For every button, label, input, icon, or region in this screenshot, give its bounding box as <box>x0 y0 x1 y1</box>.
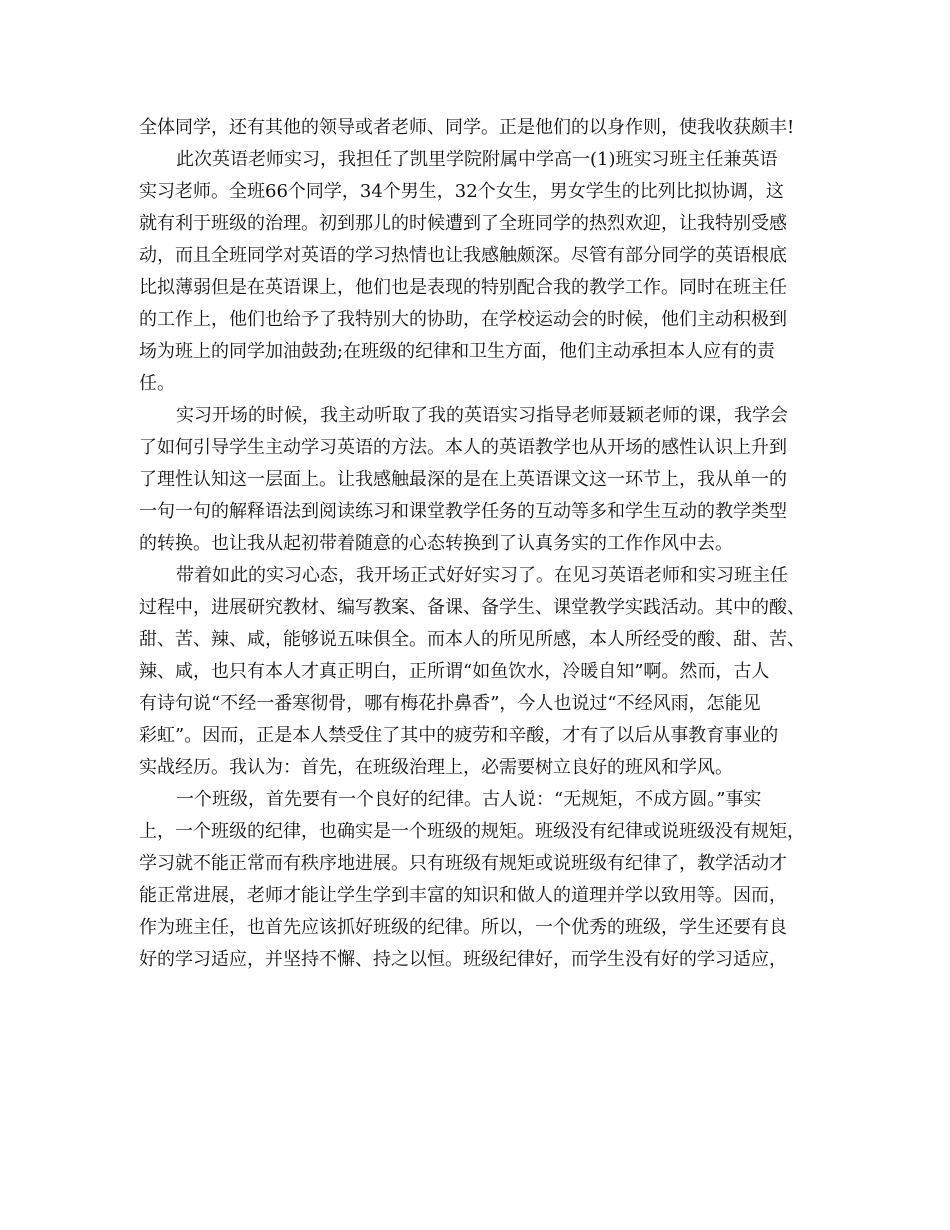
text-line: 甜、苦、辣、咸，能够说五味俱全。而本人的所见所感，本人所经受的酸、甜、苦、 <box>139 629 805 650</box>
text-line: 动，而且全班同学对英语的学习热情也让我感触颇深。尽管有部分同学的英语根底 <box>139 245 787 266</box>
text-line: 一个班级，首先要有一个良好的纪律。古人说：“无规矩，不成方圆。”事实 <box>176 789 762 810</box>
text-line: 能正常进展，老师才能让学生学到丰富的知识和做人的道理并学以致用等。因而， <box>139 885 787 906</box>
text-line: 上，一个班级的纪律，也确实是一个班级的规矩。班级没有纪律或说班级没有规矩， <box>139 821 805 842</box>
text-line: 带着如此的实习心态，我开场正式好好实习了。在见习英语老师和实习班主任 <box>176 565 788 586</box>
text-line: 了如何引导学生主动学习英语的方法。本人的英语教学也从开场的感性认识上升到 <box>139 437 787 458</box>
text-line: 辣、咸，也只有本人才真正明白，正所谓“如鱼饮水，冷暖自知”啊。然而，古人 <box>139 661 770 682</box>
text-line: 实习开场的时候，我主动听取了我的英语实习指导老师聂颖老师的课，我学会 <box>176 405 788 426</box>
text-line: 作为班主任，也首先应该抓好班级的纪律。所以，一个优秀的班级，学生还要有良 <box>139 917 787 938</box>
text-line: 了理性认知这一层面上。让我感触最深的是在上英语课文这一环节上，我从单一的 <box>139 469 787 490</box>
text-line: 比拟薄弱但是在英语课上，他们也是表现的特别配合我的教学工作。同时在班主任 <box>139 277 787 298</box>
text-line: 的转换。也让我从起初带着随意的心态转换到了认真务实的工作作风中去。 <box>139 533 733 554</box>
text-line: 全体同学，还有其他的领导或者老师、同学。正是他们的以身作则，使我收获颇丰! <box>139 117 795 138</box>
text-line: 一句一句的解释语法到阅读练习和课堂教学任务的互动等多和学生互动的教学类型 <box>139 501 787 522</box>
text-line: 场为班上的同学加油鼓劲;在班级的纪律和卫生方面，他们主动承担本人应有的责 <box>139 341 776 362</box>
text-line: 过程中，进展研究教材、编写教案、备课、备学生、课堂教学实践活动。其中的酸、 <box>139 597 805 618</box>
text-line: 的工作上，他们也给予了我特别大的协助，在学校运动会的时候，他们主动积极到 <box>139 309 787 330</box>
text-line: 彩虹”。因而，正是本人禁受住了其中的疲劳和辛酸，才有了以后从事教育事业的 <box>139 725 779 746</box>
text-line: 就有利于班级的治理。初到那儿的时候遭到了全班同学的热烈欢迎，让我特别受感 <box>139 213 787 234</box>
text-line: 好的学习适应，并坚持不懈、持之以恒。班级纪律好，而学生没有好的学习适应， <box>139 949 787 970</box>
text-line: 此次英语老师实习，我担任了凯里学院附属中学高一(1)班实习班主任兼英语 <box>176 149 778 170</box>
text-line: 有诗句说“不经一番寒彻骨，哪有梅花扑鼻香”，今人也说过“不经风雨，怎能见 <box>139 693 761 714</box>
text-line: 实战经历。我认为：首先，在班级治理上，必需要树立良好的班风和学风。 <box>139 757 733 778</box>
text-line: 学习就不能正常而有秩序地进展。只有班级有规矩或说班级有纪律了，教学活动才 <box>139 853 787 874</box>
text-line: 任。 <box>139 373 175 394</box>
body-text <box>139 112 819 976</box>
text-line: 实习老师。全班66个同学，34个男生，32个女生，男女学生的比列比拟协调，这 <box>139 181 784 202</box>
